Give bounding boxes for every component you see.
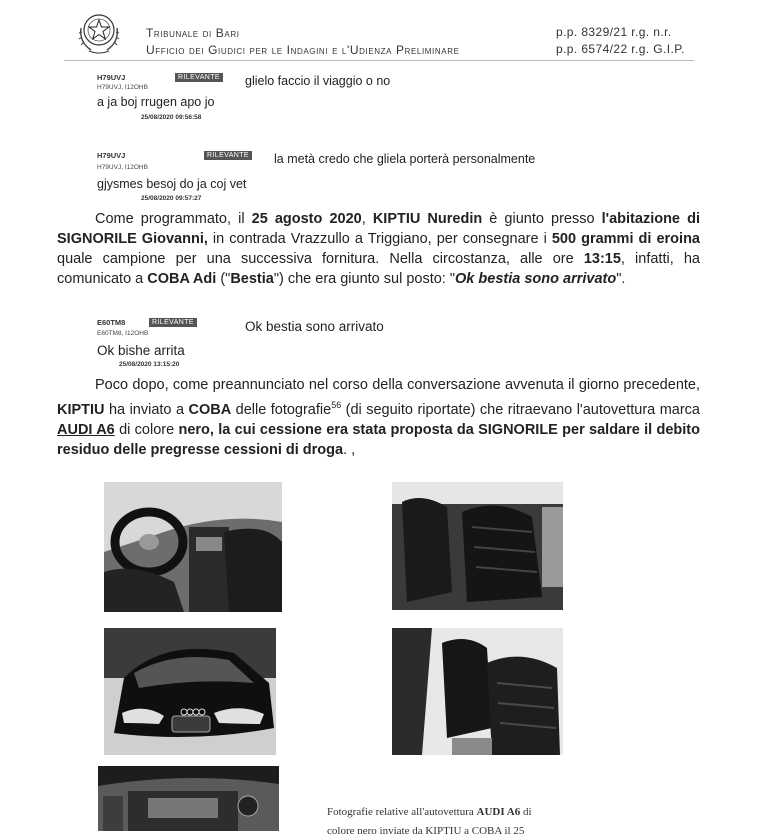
car-front-seats-photo bbox=[392, 628, 563, 755]
intercept-1 bbox=[97, 73, 697, 129]
footnote-ref: 56 bbox=[331, 400, 342, 410]
relevance-badge: RILEVANTE bbox=[204, 151, 252, 160]
translation-text: glielo faccio il viaggio o no bbox=[245, 74, 391, 88]
call-timestamp: 25/08/2020 09:56:58 bbox=[141, 114, 202, 121]
court-name: Tribunale di Bari bbox=[146, 26, 240, 40]
relevance-badge: RILEVANTE bbox=[175, 73, 223, 82]
translation-text: la metà credo che gliela porterà personalmente bbox=[274, 152, 536, 166]
photo-caption-line-1: Fotografie relative all'autovettura AUDI A6 di bbox=[327, 806, 532, 818]
translation-text: Ok bestia sono arrivato bbox=[245, 319, 384, 334]
office-name: Ufficio dei Giudici per le Indagini e l'Udienza Preliminare bbox=[146, 43, 460, 57]
car-front-exterior-photo bbox=[104, 628, 276, 755]
caller-id: E60TM8 bbox=[97, 318, 126, 327]
call-parties: E60TM8, I12OHB bbox=[97, 330, 149, 337]
original-text: gjysmes besoj do ja coj vet bbox=[97, 177, 247, 191]
header-divider bbox=[64, 60, 694, 61]
original-text: a ja boj rrugen apo jo bbox=[97, 95, 215, 109]
italian-republic-emblem bbox=[73, 6, 125, 56]
car-interior-dashboard-photo bbox=[104, 482, 282, 612]
caller-id: H79UVJ bbox=[97, 73, 126, 82]
caller-id: H79UVJ bbox=[97, 151, 126, 160]
paragraph-photos: Poco dopo, come preannunciato nel corso della conversazione avvenuta il giorno precedente, KIPTIU ha inviato a COBA delle fotografie$^{56}$ (di seguito riportate) che ritraevano l'autovettura marca AUDI A6 di colore nero, la cui cessione era stata proposta da SIGNORILE per saldare il debito residuo delle pregresse cessioni di droga. , bbox=[57, 377, 700, 458]
car-engine-photo bbox=[98, 766, 279, 831]
call-timestamp: 25/08/2020 09:57:27 bbox=[141, 195, 202, 202]
paragraph-arrival: Come programmato, il 25 agosto 2020, KIPTIU Nuredin è giunto presso l'abitazione di SIGNORILE Giovanni, in contrada Vrazzullo a Triggiano, per consegnare i 500 grammi di eroina quale campione per una successiva fornitura. Nella circostanza, alle ore 13:15, infatti, ha comunicato a COBA Adi ("Bestia") che era giunto sul posto: "Ok bestia sono arrivato". bbox=[57, 211, 700, 287]
intercept-3 bbox=[97, 317, 697, 373]
intercept-2 bbox=[97, 151, 697, 207]
original-text: Ok bishe arrita bbox=[97, 343, 185, 358]
case-ref-nr: p.p. 8329/21 r.g. n.r. bbox=[556, 25, 672, 39]
relevance-badge: RILEVANTE bbox=[149, 318, 197, 327]
case-ref-gip: p.p. 6574/22 r.g. G.I.P. bbox=[556, 42, 685, 56]
call-parties: H79UVJ, I12OHB bbox=[97, 164, 148, 171]
call-parties: H79UVJ, I12OHB bbox=[97, 84, 148, 91]
photo-caption-line-2: colore nero inviate da KIPTIU a COBA il 25 bbox=[327, 825, 525, 837]
car-rear-seats-photo bbox=[392, 482, 563, 610]
call-timestamp: 25/08/2020 13:15:20 bbox=[119, 361, 180, 368]
